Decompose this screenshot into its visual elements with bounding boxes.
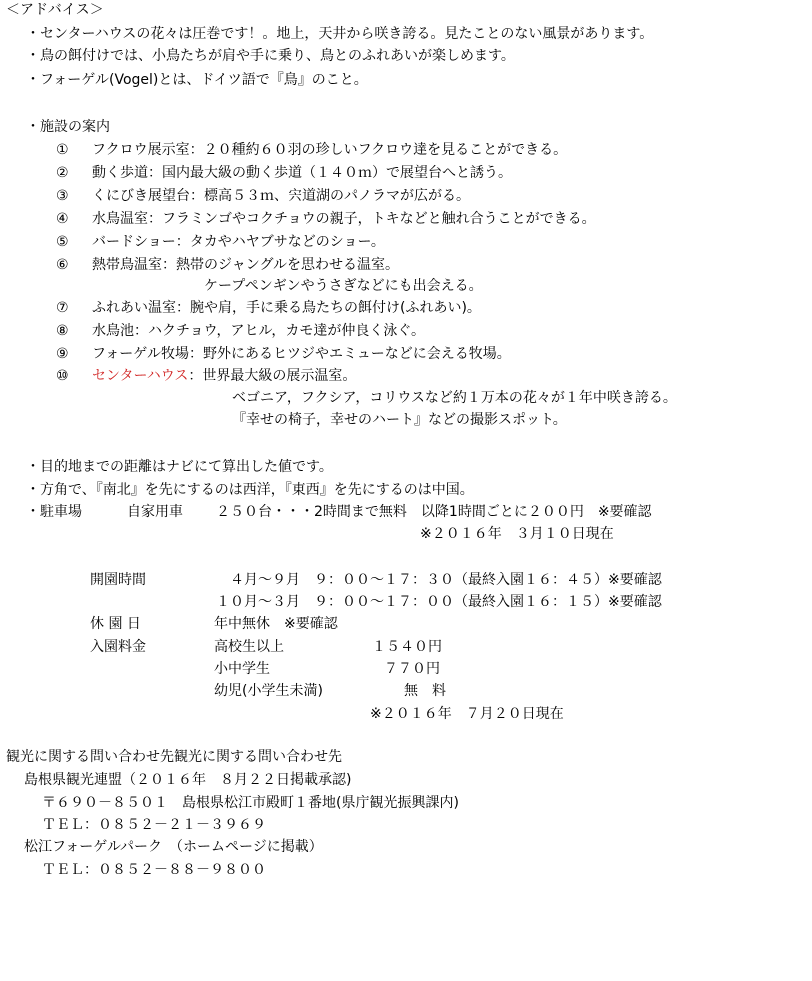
facility-desc: ：２０種約６０羽の珍しいフクロウ達を見ることができる。	[189, 142, 568, 158]
fee-price: 無 料	[404, 683, 446, 699]
parking-type: 自家用車	[127, 504, 183, 520]
advice-item: ・フォーゲル(Vogel)とは、ドイツ語で『鳥』のこと。	[26, 72, 368, 88]
facility-name: バードショー	[92, 234, 176, 250]
fee-category: 高校生以上	[214, 639, 284, 655]
facility-number: ⑥	[56, 257, 69, 273]
facility-desc: ：フラミンゴやコクチョウの親子，トキなどと触れ合うことができる。	[148, 211, 596, 227]
facility-number: ⑤	[56, 234, 69, 250]
facility-name: フクロウ展示室	[92, 142, 190, 158]
hours-value: ４月～９月 ９：００～１７：３０（最終入園１６：４５）※要確認	[230, 572, 662, 588]
facility-item	[56, 209, 596, 229]
facility-desc: ：野外にあるヒツジやエミューなどに会える牧場。	[189, 346, 511, 362]
contact-tel: ＴＥＬ：０８５２－２１－３９６９	[42, 817, 266, 833]
contact-heading: 観光に関する問い合わせ先観光に関する問い合わせ先	[6, 749, 342, 765]
advice-item: ・鳥の餌付けでは、小鳥たちが肩や手に乗り、鳥とのふれあいが楽しめます。	[26, 48, 515, 64]
facility-number: ⑩	[56, 368, 69, 384]
contact-address: 〒６９０－８５０１ 島根県松江市殿町１番地(県庁観光振興課内)	[42, 795, 459, 811]
facility-item	[56, 186, 470, 206]
info-asof: ※２０１６年 ７月２０日現在	[370, 706, 564, 722]
direction-note: ・方角で、『南北』を先にするのは西洋，『東西』を先にするのは中国。	[26, 482, 474, 498]
facility-desc-continued: ベゴニア，フクシア，コリウスなど約１万本の花々が１年中咲き誇る。	[232, 390, 677, 406]
facility-desc-continued: 『幸せの椅子，幸せのハート』などの撮影スポット。	[232, 412, 567, 428]
facility-name: 動く歩道	[92, 165, 148, 181]
facility-item	[56, 255, 399, 275]
facility-item	[56, 232, 385, 252]
parking-asof: ※２０１６年 ３月１０日現在	[420, 526, 614, 542]
closed-value: 年中無休 ※要確認	[214, 616, 338, 632]
facility-item	[56, 140, 567, 160]
facility-number: ①	[56, 142, 69, 158]
facility-number: ④	[56, 211, 69, 227]
facility-name: 水鳥温室	[92, 211, 148, 227]
facility-name: 水鳥池	[92, 323, 134, 339]
facility-number: ⑧	[56, 323, 69, 339]
facility-number: ⑦	[56, 300, 69, 316]
facility-desc: ：標高５３ｍ、宍道湖のパノラマが広がる。	[190, 188, 470, 204]
fee-category: 幼児(小学生未満)	[214, 683, 323, 699]
contact-org: 島根県観光連盟（２０１６年 ８月２２日掲載承認)	[24, 772, 352, 788]
closed-label: 休 園 日	[90, 616, 141, 632]
contact-org: 松江フォーゲルパーク （ホームページに掲載）	[24, 839, 323, 855]
facility-item	[56, 344, 511, 364]
facility-item	[56, 366, 356, 386]
contact-tel: ＴＥＬ：０８５２－８８－９８００	[42, 862, 266, 878]
fee-category: 小中学生	[214, 661, 270, 677]
facility-item	[56, 321, 425, 341]
facility-desc: ：国内最大級の動く歩道（１４０ｍ）で展望台へと誘う。	[148, 165, 512, 181]
hours-value: １０月～３月 ９：００～１７：００（最終入園１６：１５）※要確認	[216, 594, 662, 610]
facility-desc: ：腕や肩，手に乗る鳥たちの餌付け(ふれあい)。	[176, 300, 481, 316]
fee-label: 入園料金	[90, 639, 146, 655]
facilities-heading: ・施設の案内	[26, 119, 110, 135]
fee-price: １５４０円	[372, 639, 442, 655]
facility-name-highlight: センターハウス	[92, 368, 189, 384]
facility-name: 熱帯鳥温室	[92, 257, 162, 273]
facility-name: くにびき展望台	[92, 188, 190, 204]
facility-number: ②	[56, 165, 69, 181]
facility-number: ③	[56, 188, 69, 204]
advice-heading: ＜アドバイス＞	[6, 2, 104, 18]
parking-label: ・駐車場	[26, 504, 82, 520]
fee-price: ７７０円	[384, 661, 440, 677]
facility-desc: ：熱帯のジャングルを思わせる温室。	[162, 257, 400, 273]
facility-item	[56, 163, 512, 183]
facility-desc: ：ハクチョウ，アヒル，カモ達が仲良く泳ぐ。	[134, 323, 426, 339]
facility-desc: ：タカやハヤブサなどのショー。	[175, 234, 385, 250]
facility-desc: ：世界最大級の展示温室。	[188, 368, 357, 384]
facility-name: ふれあい温室	[92, 300, 176, 316]
facility-number: ⑨	[56, 346, 69, 362]
facility-item	[56, 298, 481, 318]
facility-desc-continued: ケープペンギンやうさぎなどにも出会える。	[204, 278, 483, 294]
facility-name: フォーゲル牧場	[92, 346, 190, 362]
parking-capacity: ２５０台・・・2時間まで無料 以降1時間ごとに２００円 ※要確認	[216, 504, 652, 520]
hours-label: 開園時間	[90, 572, 146, 588]
advice-item: ・センターハウスの花々は圧巻です！。地上，天井から咲き誇る。見たことのない風景があります。	[26, 26, 654, 42]
distance-note: ・目的地までの距離はナビにて算出した値です。	[26, 459, 333, 475]
